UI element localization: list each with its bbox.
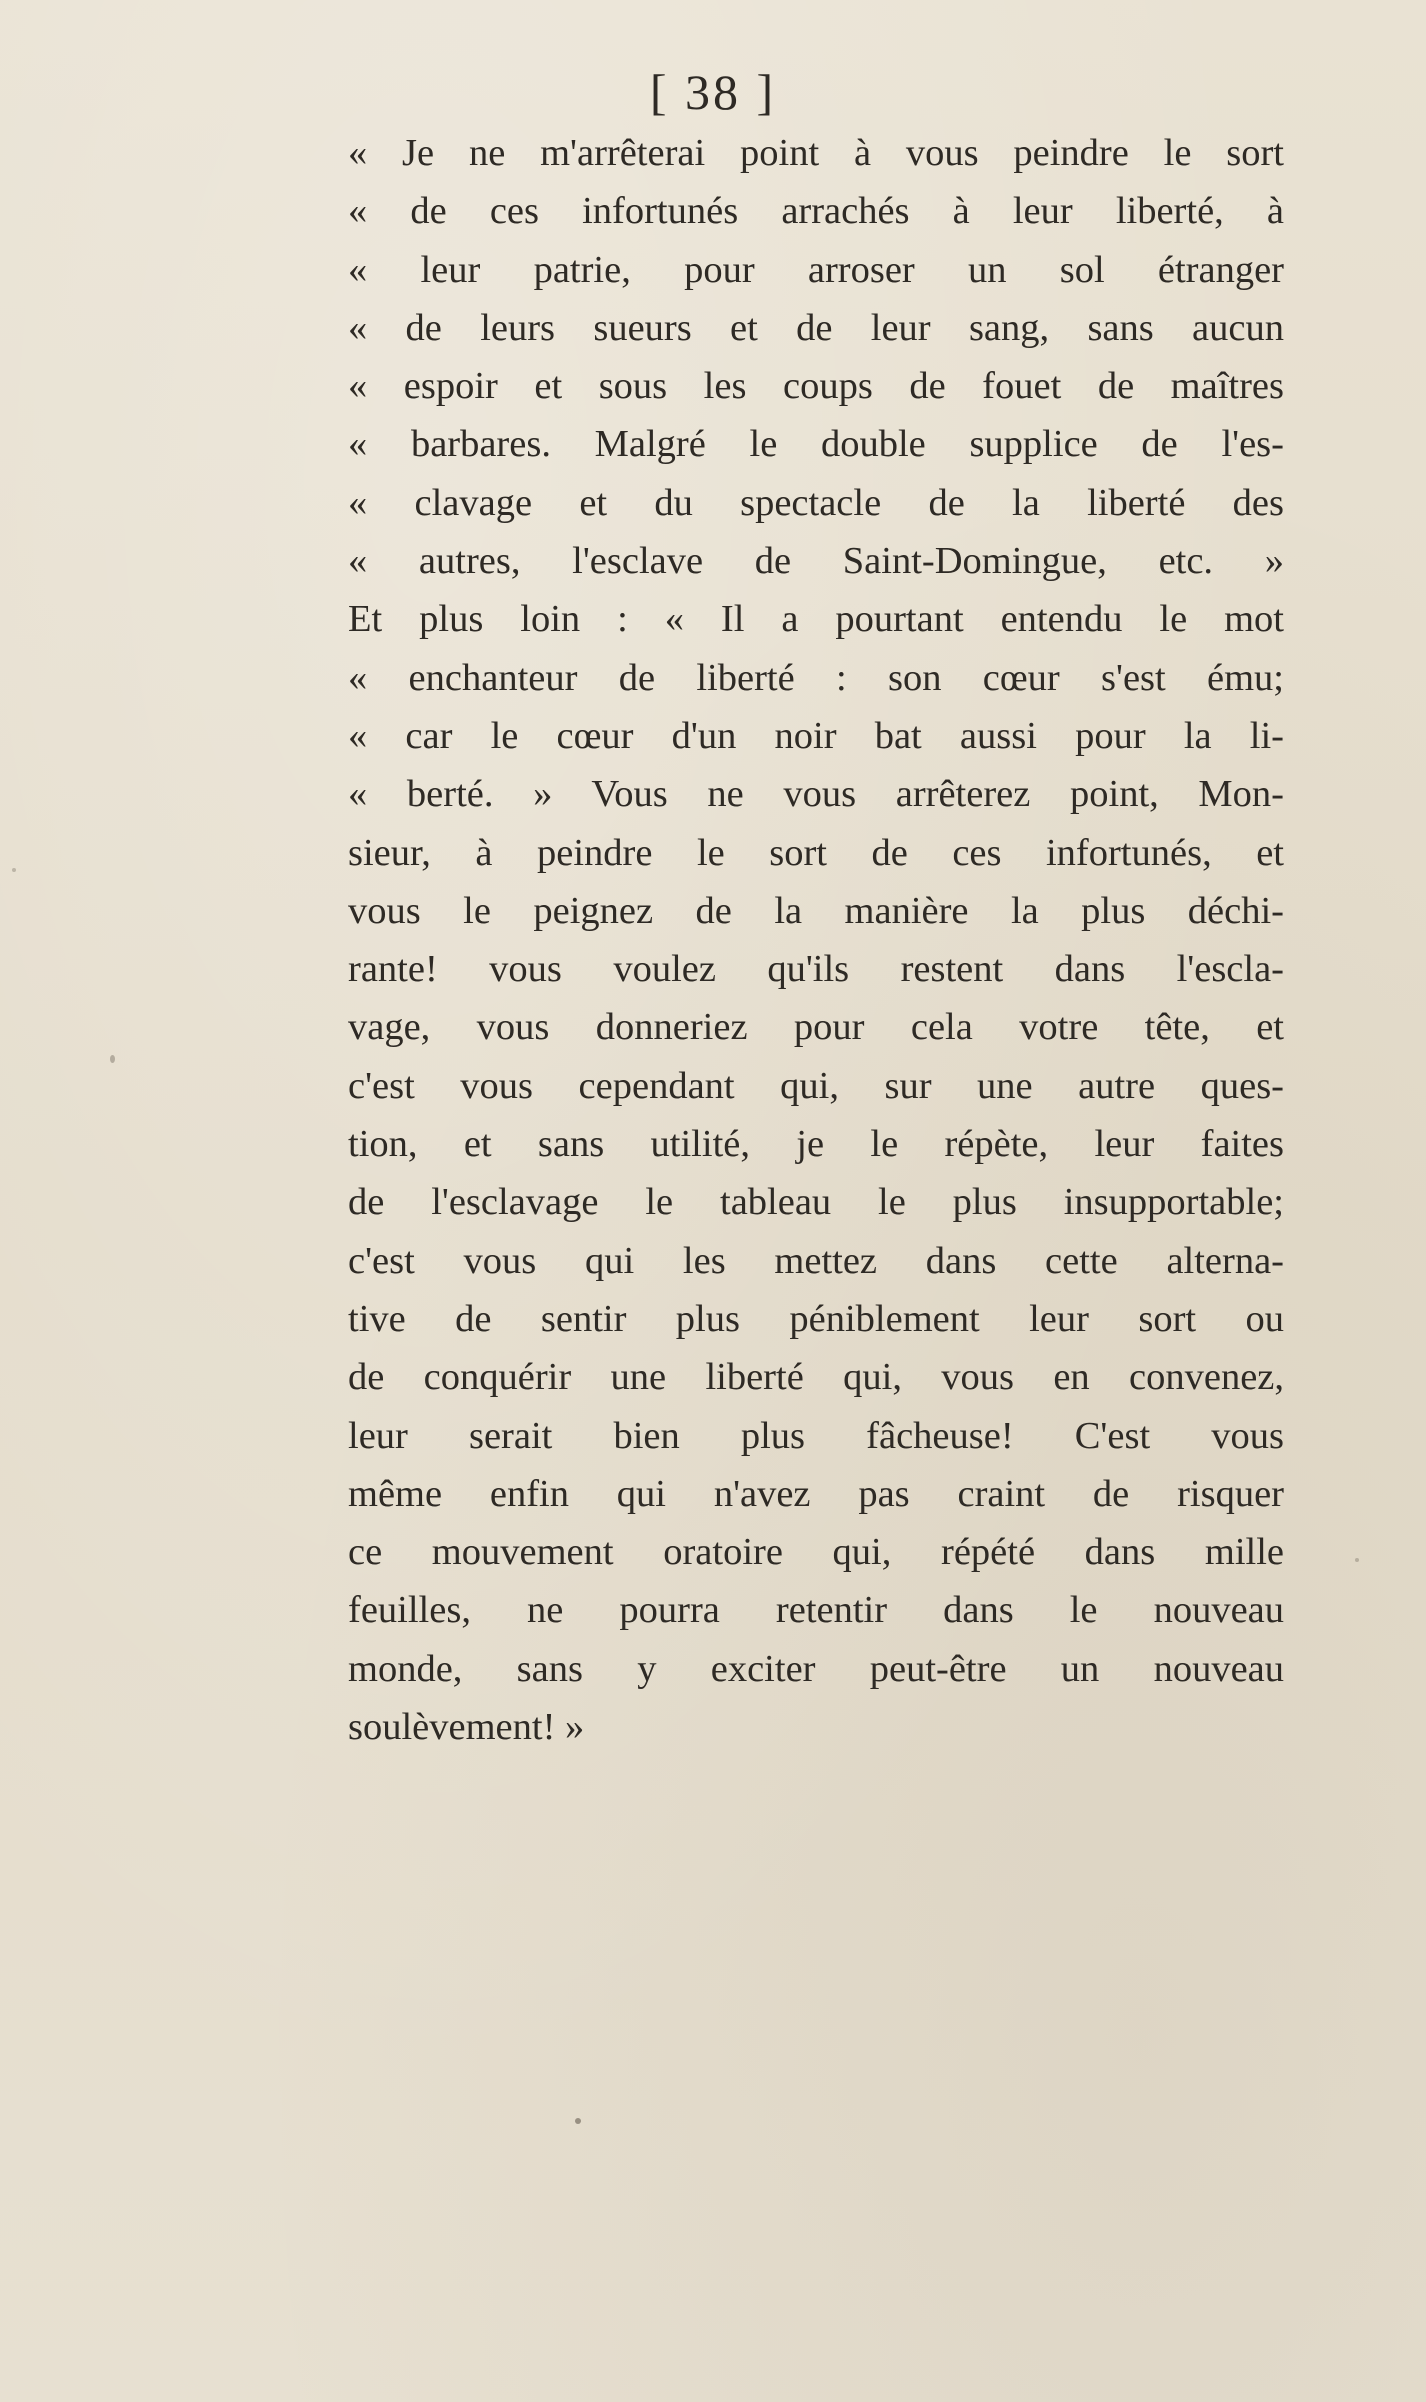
text-line: tion, et sans utilité, je le répète, leur faites (348, 1123, 1284, 1166)
text-line: « car le cœur d'un noir bat aussi pour la li- (348, 714, 1284, 757)
text-line: « autres, l'esclave de Saint-Domingue, etc. » (348, 540, 1284, 583)
text-line: vous le peignez de la manière la plus déchi- (348, 889, 1284, 932)
text-line: leur serait bien plus fâcheuse! C'est vous (348, 1414, 1284, 1457)
text-line-last: soulèvement! » (348, 1706, 585, 1749)
page-number: [ 38 ] (649, 64, 777, 120)
paper-speck (12, 868, 16, 872)
text-line: tive de sentir plus péniblement leur sort ou (348, 1297, 1284, 1340)
paper-speck (110, 1055, 115, 1063)
text-line: « espoir et sous les coups de fouet de maîtres (348, 365, 1284, 408)
text-line: « enchanteur de liberté : son cœur s'est ému; (348, 656, 1284, 699)
text-line: de l'esclavage le tableau le plus insupportable; (348, 1181, 1284, 1224)
text-line: Et plus loin : « Il a pourtant entendu le mot (348, 598, 1284, 641)
text-line: « barbares. Malgré le double supplice de l'es- (348, 423, 1284, 466)
text-line: même enfin qui n'avez pas craint de risquer (348, 1472, 1284, 1515)
text-line: monde, sans y exciter peut-être un nouveau (348, 1647, 1284, 1690)
text-line: sieur, à peindre le sort de ces infortunés, et (348, 831, 1284, 874)
text-line: « berté. » Vous ne vous arrêterez point, Mon- (348, 773, 1284, 816)
text-line: « Je ne m'arrêterai point à vous peindre le sort (348, 132, 1284, 174)
text-line: de conquérir une liberté qui, vous en convenez, (348, 1356, 1284, 1399)
text-line: « de leurs sueurs et de leur sang, sans aucun (348, 306, 1284, 349)
text-line: feuilles, ne pourra retentir dans le nouveau (348, 1589, 1284, 1632)
text-line: « clavage et du spectacle de la liberté des (348, 481, 1284, 524)
body-text (348, 124, 1284, 1756)
text-line: c'est vous qui les mettez dans cette alterna- (348, 1239, 1284, 1282)
text-line: « de ces infortunés arrachés à leur liberté, à (348, 190, 1284, 233)
paper-speck (575, 2118, 581, 2124)
text-line: rante! vous voulez qu'ils restent dans l'escla- (348, 948, 1284, 991)
text-line: c'est vous cependant qui, sur une autre ques- (348, 1064, 1284, 1107)
text-line: ce mouvement oratoire qui, répété dans mille (348, 1531, 1284, 1574)
text-line: « leur patrie, pour arroser un sol étranger (348, 248, 1284, 291)
paper-speck (1355, 1558, 1359, 1562)
text-line: vage, vous donneriez pour cela votre tête, et (348, 1006, 1284, 1049)
